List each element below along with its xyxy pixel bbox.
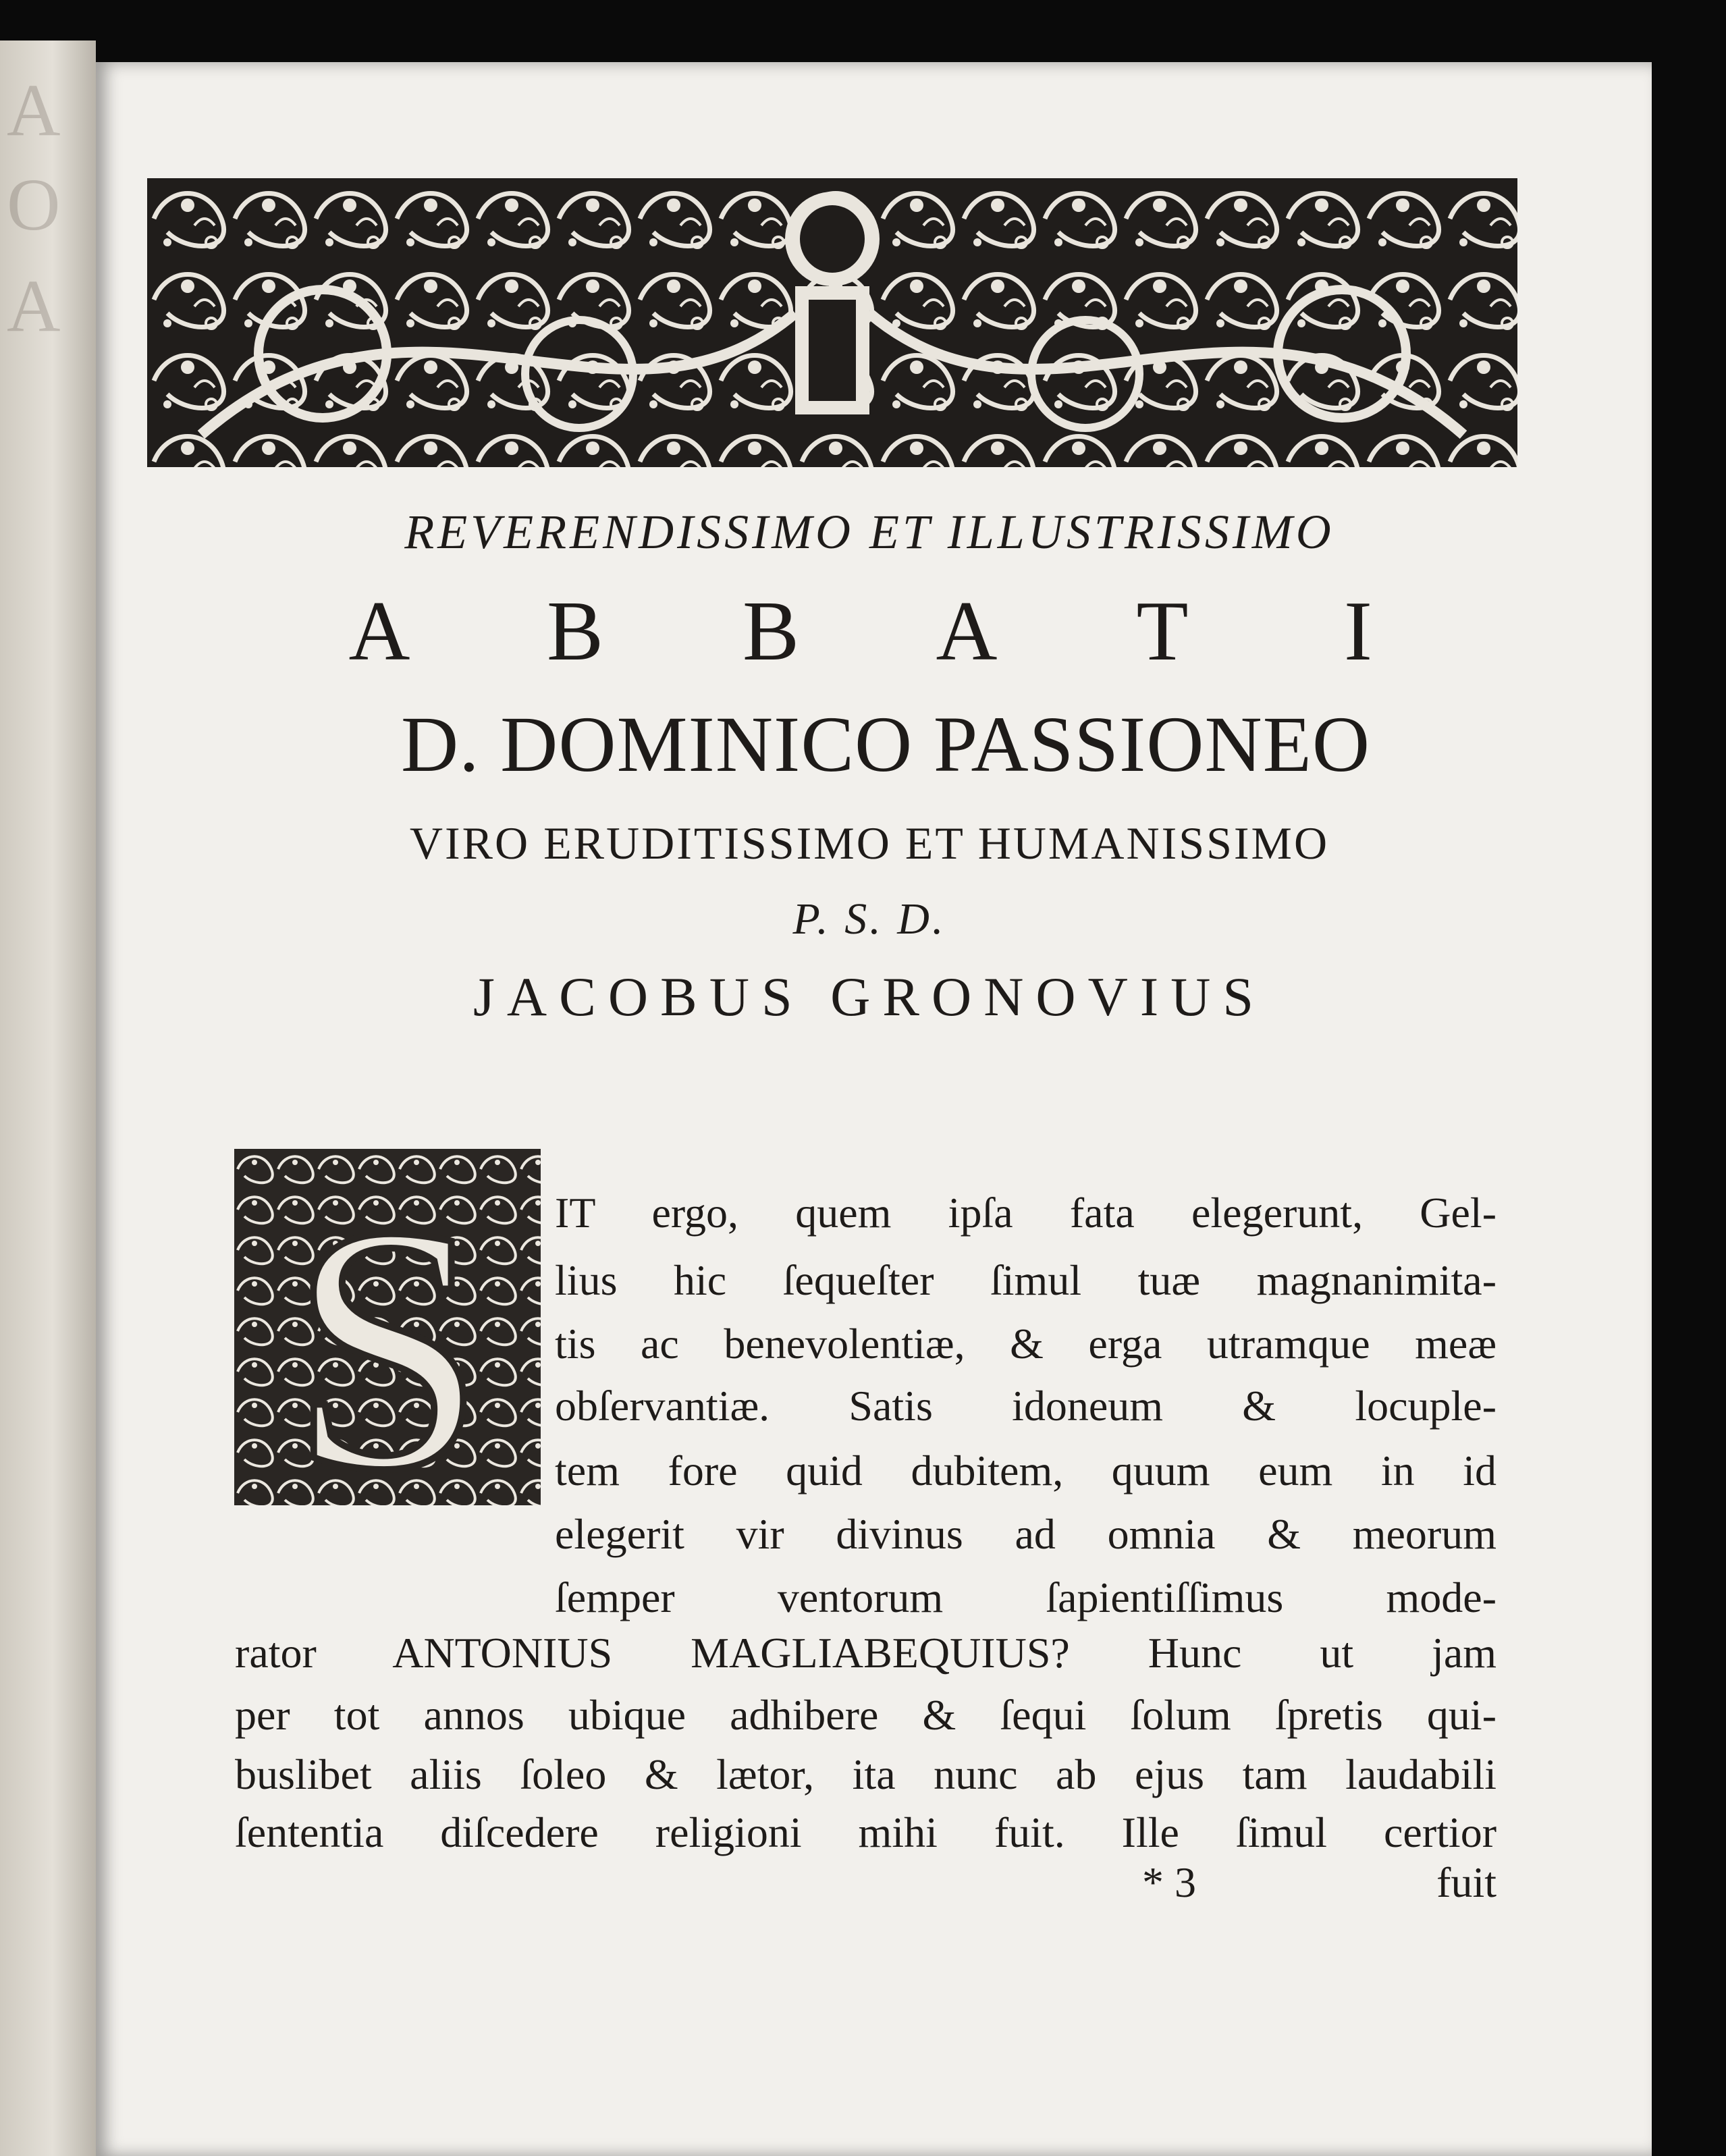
body-text-line: tem fore quid dubitem, quum eum in id [555,1447,1496,1494]
body-text-line: tis ac benevolentiæ, & erga utramque meæ [555,1320,1496,1368]
body-text-line: IT ergo, quem ipſa fata elegerunt, Gel- [555,1189,1496,1237]
body-text-line: lius hic ſequeſter ſimul tuæ magnanimita- [555,1256,1496,1304]
dedicatee-epithet: VIRO ERUDITISSIMO ET HUMANISSIMO [409,817,1330,869]
author-name: JACOBUS GRONOVIUS [473,966,1266,1027]
body-text-line: elegerit vir divinus ad omnia & meorum [555,1510,1496,1558]
dedicatee-name: D. DOMINICO PASSIONEO [400,700,1371,788]
body-text-line: buslibet aliis ſoleo & lætor, ita nunc ab ejus tam laudabili [235,1750,1496,1798]
body-text-line: obſervantiæ. Satis idoneum & locuple- [555,1382,1496,1430]
body-text-line: ſententia diſcedere religioni mihi fuit. Ille ſimul certior [235,1808,1496,1856]
book-page [96,62,1652,2156]
body-text-line: per tot annos ubique adhibere & ſequi ſolum ſpretis qui- [235,1691,1496,1739]
salutation: P. S. D. [792,894,946,944]
dedicatee-honorific: REVERENDISSIMO ET ILLUSTRISSIMO [404,505,1334,559]
dedicatee-title-abbati [261,583,1476,680]
woodcut-headpiece-ornament [147,178,1517,467]
decorated-initial-s [234,1149,541,1505]
body-text-line: ſemper ventorum ſapientiſſimus mode- [555,1573,1496,1621]
abbati-letter: B [742,585,800,678]
svg-text:S: S [290,1154,485,1505]
abbati-letter: A [348,585,410,678]
signature-mark: * 3 [1142,1858,1196,1906]
catchword: fuit [1436,1858,1496,1906]
abbati-letter: T [1136,585,1189,678]
abbati-letter: A [936,585,998,678]
body-text-line: rator ANTONIUS MAGLIABEQUIUS? Hunc ut jam [235,1629,1496,1677]
abbati-letter: B [546,585,604,678]
abbati-letter: I [1344,585,1372,678]
adjacent-page-edge: A O A [0,41,96,2156]
